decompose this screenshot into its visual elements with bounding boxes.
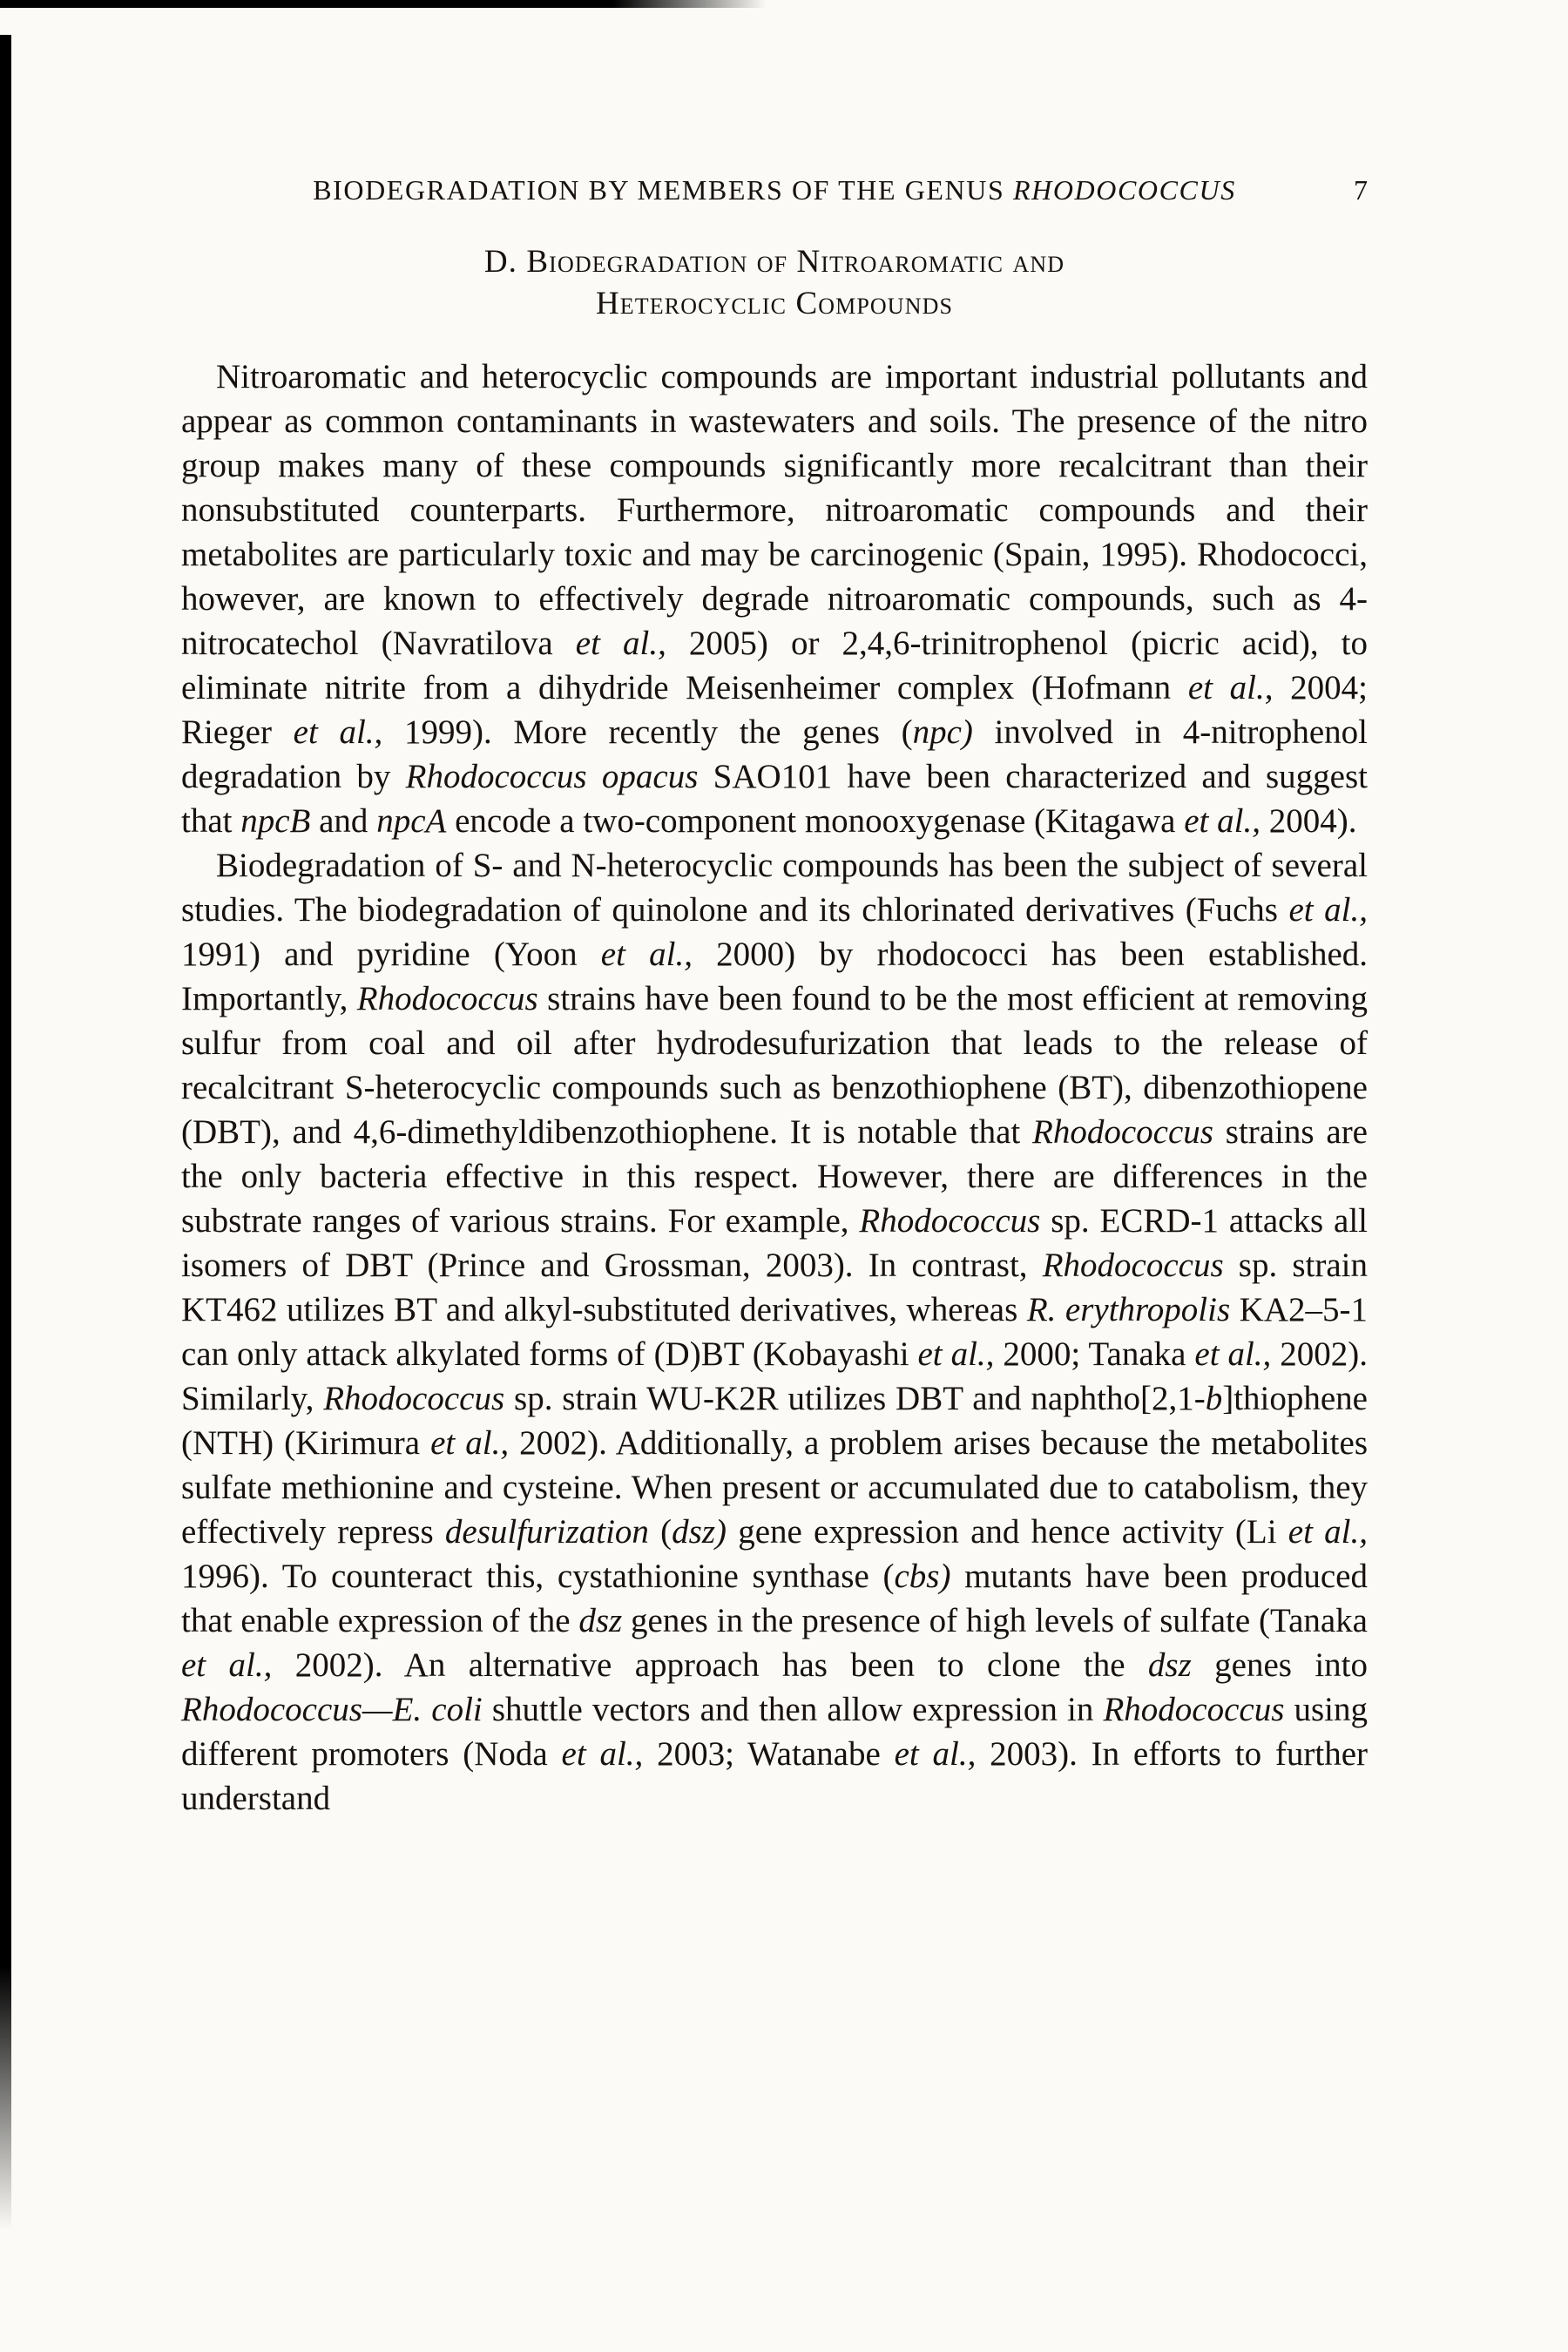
- scan-artifact-top-edge: [0, 0, 767, 8]
- page-number: 7: [1354, 174, 1368, 206]
- paragraph-heterocyclic: Biodegradation of S- and N-heterocyclic compounds has been the subject of several studies. The biodegradation of quinolone and its chlorinated derivatives (Fuchs et al., 1991) and pyridine (Yoon et al., 2000) by rhodococci has been established. Importantly, Rhodococcus strains have been found to be the most efficient at removing sulfur from coal and oil after hydrodesufurization that leads to the release of recalcitrant S-heterocyclic compounds such as benzothiophene (BT), dibenzothiopene (DBT), and 4,6-dimethyldibenzothiophene. It is notable that Rhodococcus strains are the only bacteria effective in this respect. However, there are differences in the substrate ranges of various strains. For example, Rhodococcus sp. ECRD-1 attacks all isomers of DBT (Prince and Grossman, 2003). In contrast, Rhodococcus sp. strain KT462 utilizes BT and alkyl-substituted derivatives, whereas R. erythropolis KA2–5-1 can only attack alkylated forms of (D)BT (Kobayashi et al., 2000; Tanaka et al., 2002). Similarly, Rhodococcus sp. strain WU-K2R utilizes DBT and naphtho[2,1-b]thiophene (NTH) (Kirimura et al., 2002). Additionally, a problem arises because the metabolites sulfate methionine and cysteine. When present or accumulated due to catabolism, they effectively repress desulfurization (dsz) gene expression and hence activity (Li et al., 1996). To counteract this, cystathionine synthase (cbs) mutants have been produced that enable expression of the dsz genes in the presence of high levels of sulfate (Tanaka et al., 2002). An alternative approach has been to clone the dsz genes into Rhodococcus—E. coli shuttle vectors and then allow expression in Rhodococcus using different promoters (Noda et al., 2003; Watanabe et al., 2003). In efforts to further understand: [181, 847, 1369, 1818]
- scan-artifact-left-edge: [0, 35, 11, 2230]
- running-header: [181, 174, 1368, 206]
- running-header-title: BIODEGRADATION BY MEMBERS OF THE GENUS RHODOCOCCUS: [313, 174, 1236, 206]
- section-heading: [181, 241, 1368, 325]
- paragraph-nitroaromatic: Nitroaromatic and heterocyclic compounds are important industrial pollutants and appear as common contaminants in wastewaters and soils. The presence of the nitro group makes many of these compounds significantly more recalcitrant than their nonsubstituted counterparts. Furthermore, nitroaromatic compounds and their metabolites are particularly toxic and may be carcinogenic (Spain, 1995). Rhodococci, however, are known to effectively degrade nitroaromatic compounds, such as 4-nitrocatechol (Navratilova et al., 2005) or 2,4,6-trinitrophenol (picric acid), to eliminate nitrite from a dihydride Meisenheimer complex (Hofmann et al., 2004; Rieger et al., 1999). More recently the genes (npc) involved in 4-nitrophenol degradation by Rhodococcus opacus SAO101 have been characterized and suggest that npcB and npcA encode a two-component monooxygenase (Kitagawa et al., 2004).: [181, 358, 1369, 841]
- section-heading-line-1: D. Biodegradation of Nitroaromatic and: [483, 244, 1065, 280]
- section-heading-line-2: Heterocyclic Compounds: [595, 286, 954, 322]
